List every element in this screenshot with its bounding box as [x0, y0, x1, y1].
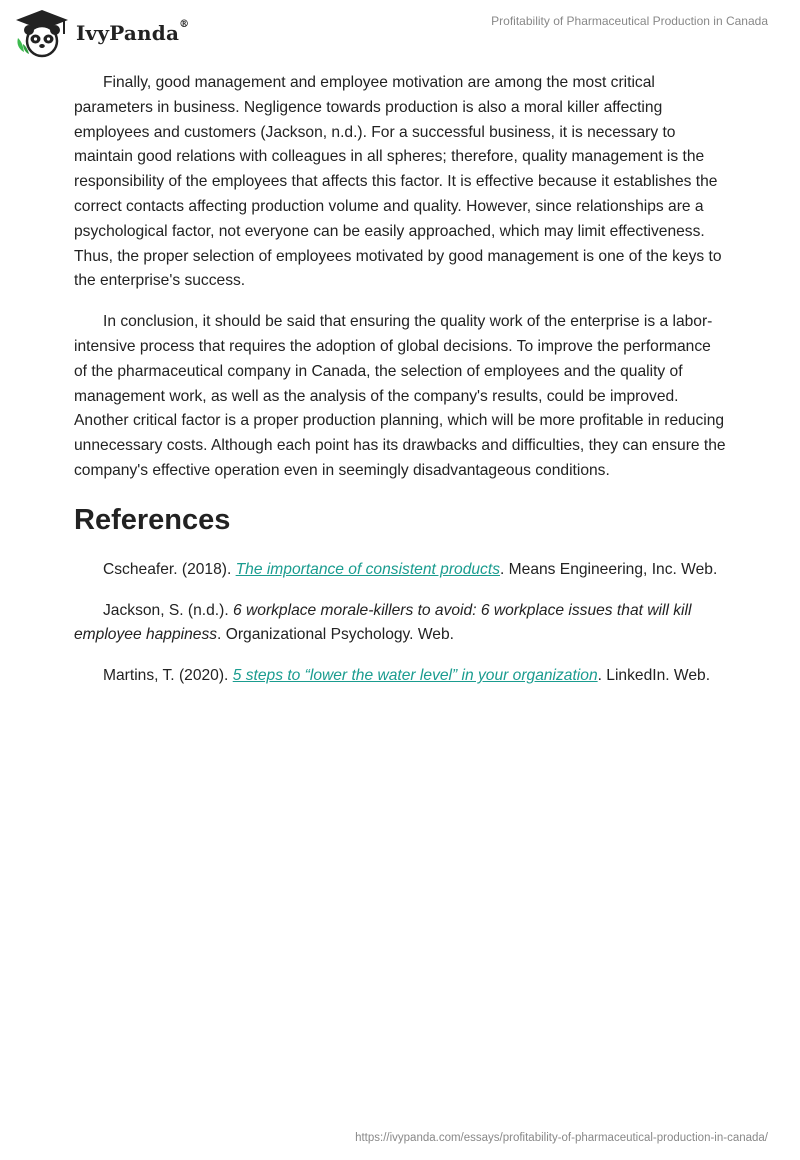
reference-title: 6 workplace morale-killers to avoid: 6 workplace issues that will kill employee happiness — [74, 601, 692, 644]
reference-link[interactable]: 5 steps to “lower the water level” in your organization — [232, 667, 598, 685]
registered-mark: ® — [179, 19, 190, 30]
reference-entry — [74, 558, 726, 583]
reference-link[interactable]: The importance of consistent products — [235, 560, 500, 578]
reference-entry — [74, 599, 726, 649]
reference-prefix: Jackson, S. (n.d.). — [103, 601, 233, 619]
reference-entry — [74, 664, 726, 689]
body-paragraph: Finally, good management and employee motivation are among the most critical parameters in business. Negligence towards production is also a moral killer affecting employees and customers (Jackson, n.d.). For a successful business, it is necessary to maintain good relations with colleagues in all spheres; therefore, quality management is the responsibility of the employees that affects this factor. It is effective because it establishes the correct contacts affecting production volume and quality. However, since relationships are a psychological factor, not everyone can be easily approached, which may limit effectiveness. Thus, the proper selection of employees motivated by good management is one of the keys to the enterprise's success. — [74, 74, 722, 290]
page-header — [0, 0, 800, 70]
reference-suffix: . Means Engineering, Inc. Web. — [500, 560, 718, 578]
reference-suffix: . Organizational Psychology. Web. — [217, 626, 454, 644]
references-heading: References — [74, 503, 231, 536]
reference-suffix: . LinkedIn. Web. — [597, 667, 711, 685]
reference-prefix: Martins, T. (2020). — [103, 667, 233, 685]
body-paragraph: In conclusion, it should be said that ensuring the quality work of the enterprise is a labor-intensive process that requires the adoption of global decisions. To improve the performance of the pharmaceutical company in Canada, the selection of employees and the quality of management work, as well as the analysis of the company's results, could be improved. Another critical factor is a proper production planning, which will be more profitable in reducing unnecessary costs. Although each point has its drawbacks and difficulties, they can ensure the company's effective operation even in seemingly disadvantageous conditions. — [74, 313, 726, 479]
source-url[interactable]: https://ivypanda.com/essays/profitability-of-pharmaceutical-production-in-canada/ — [355, 1132, 768, 1144]
logo-wordmark: IvyPanda® — [76, 19, 190, 45]
panda-graduate-icon — [14, 8, 70, 58]
essay-content — [74, 71, 726, 705]
running-title: Profitability of Pharmaceutical Production in Canada — [491, 14, 768, 28]
ivypanda-logo[interactable] — [14, 8, 189, 58]
reference-prefix: Cscheafer. (2018). — [103, 560, 236, 578]
